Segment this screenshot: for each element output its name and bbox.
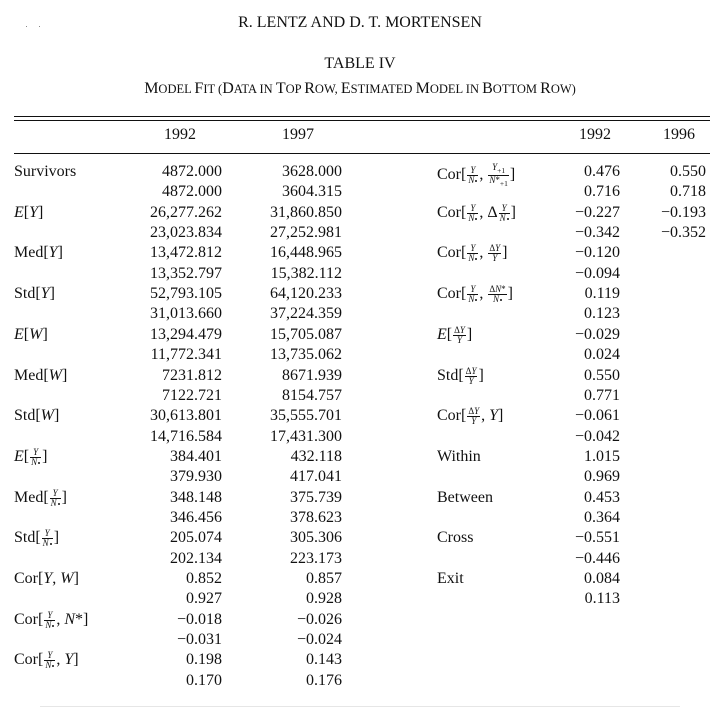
data-value-1997: 15,705.087 — [270, 325, 342, 343]
data-value-1992: −0.018 — [176, 610, 222, 628]
data-value-1997: 3628.000 — [282, 163, 342, 180]
row-label-cor-y-y-y: Cor[ $\frac{\Delta Y}{Y}$ , Y] — [437, 406, 504, 427]
caption-part: B — [482, 80, 493, 97]
model-value-1997: 0.928 — [306, 590, 342, 608]
table-header-rule — [14, 153, 710, 154]
row-label-med-w: Med[W] — [14, 366, 68, 384]
data-value-1992: 52,793.105 — [150, 285, 222, 303]
model-value-1992: 0.123 — [584, 305, 620, 323]
data-value-1992: 0.084 — [584, 570, 620, 587]
model-value-1992: 0.969 — [584, 468, 620, 486]
model-value-1992: 0.771 — [584, 386, 620, 404]
row-label-e-y: E[Y] — [14, 203, 44, 221]
model-value-1992: 13,352.797 — [150, 264, 222, 282]
caption-part: ATA IN — [233, 82, 276, 96]
col-header-right-1: 1992 — [579, 126, 611, 143]
data-value-1992: 0.119 — [584, 285, 620, 303]
caption-part: OP — [285, 82, 305, 96]
data-value-1992: 0.198 — [186, 651, 222, 669]
model-value-1992: 11,772.341 — [150, 346, 222, 364]
data-value-1992: −0.227 — [574, 203, 620, 221]
row-label-std-y-y: Std[ $\frac{\Delta Y}{Y}$ ] — [437, 365, 484, 386]
caption-part: F — [194, 80, 204, 97]
caption-part: D — [222, 80, 234, 97]
data-value-1997: −0.026 — [296, 610, 342, 628]
caption-part: STIMATED — [350, 82, 416, 96]
data-value-1992: 7231.812 — [162, 366, 222, 384]
caption-part: OTTOM — [492, 82, 541, 96]
caption-part: R — [540, 80, 551, 97]
data-value-1992: 26,277.262 — [150, 203, 222, 221]
caption-part: OW) — [550, 82, 576, 96]
row-label-std-y: Std[Y] — [14, 285, 55, 303]
caption-part: OW, — [314, 82, 341, 96]
row-label-within: Within — [437, 447, 481, 465]
model-value-1992: 4872.000 — [162, 183, 222, 201]
caption-part: M — [415, 80, 430, 97]
model-value-1992: −0.342 — [574, 224, 620, 242]
model-value-1992: 23,023.834 — [150, 224, 222, 242]
data-value-1996: −0.193 — [660, 203, 706, 221]
model-value-1997: 37,224.359 — [270, 305, 342, 323]
data-value-1997: 432.118 — [290, 447, 342, 465]
model-value-1992: −0.094 — [574, 264, 620, 282]
col-header-right-2: 1996 — [663, 126, 695, 143]
model-value-1992: 0.364 — [584, 508, 620, 526]
row-label-std-w: Std[W] — [14, 407, 60, 425]
data-value-1992: −0.061 — [574, 407, 620, 425]
data-value-1992: 384.401 — [170, 447, 222, 465]
running-head: R. LENTZ AND D. T. MORTENSEN — [238, 14, 482, 31]
data-value-1992: 13,472.812 — [150, 244, 222, 262]
row-label-cor-y-n-n-n: Cor[ $\frac{Y}{N}$ , $\frac{\Delta N*}{N}$ ] — [437, 284, 513, 305]
data-value-1997: 375.739 — [290, 488, 342, 506]
row-label-cross: Cross — [437, 529, 474, 547]
caption-part: E — [340, 80, 351, 97]
table-label: TABLE IV — [324, 55, 396, 72]
row-label-exit: Exit — [437, 570, 464, 587]
data-value-1992: 0.476 — [584, 163, 620, 180]
table-top-rule-inner — [14, 120, 710, 121]
model-value-1997: −0.024 — [296, 631, 342, 649]
row-label-cor-y-n-n: Cor[ $\frac{Y}{N}$ , N*] — [14, 609, 89, 630]
model-value-1996: 0.718 — [670, 183, 706, 201]
model-value-1992: 7122.721 — [162, 386, 222, 404]
row-label-cor-y-n-y-1-n-1: Cor[ $\frac{Y}{N}$ , $\frac{Y_{+1}}{N*_{+1}}$ ] — [437, 162, 516, 188]
model-value-1992: −0.042 — [574, 427, 620, 445]
model-value-1992: −0.446 — [574, 549, 620, 567]
model-value-1992: 0.716 — [584, 183, 620, 201]
data-value-1992: −0.551 — [574, 529, 620, 547]
row-label-e-w: E[W] — [14, 325, 48, 343]
row-label-cor-y-w: Cor[Y, W] — [14, 570, 79, 587]
data-value-1992: 0.453 — [584, 488, 620, 506]
model-value-1997: 27,252.981 — [270, 224, 342, 242]
caption-part: ODEL IN — [429, 82, 483, 96]
data-value-1996: 0.550 — [670, 163, 706, 180]
row-label-cor-y-n-y-n: Cor[ $\frac{Y}{N}$ , Δ $\frac{Y}{N}$ ] — [437, 202, 516, 223]
row-label-cor-y-n-y: Cor[ $\frac{Y}{N}$ , Y] — [14, 650, 79, 671]
model-value-1997: 223.173 — [290, 549, 342, 567]
data-value-1992: 0.852 — [186, 570, 222, 587]
caption-part: R — [304, 80, 315, 97]
data-value-1997: 0.857 — [306, 570, 342, 587]
data-value-1992: 13,294.479 — [150, 325, 222, 343]
row-label-e-y-n: E[ $\frac{Y}{N}$ ] — [14, 446, 48, 467]
model-value-1992: 0.170 — [186, 671, 222, 689]
data-value-1997: 305.306 — [290, 529, 342, 547]
model-value-1992: −0.031 — [176, 631, 222, 649]
data-value-1997: 31,860.850 — [270, 203, 342, 221]
model-value-1997: 13,735.062 — [270, 346, 342, 364]
caption-part: ODEL — [158, 82, 195, 96]
model-value-1992: 0.927 — [186, 590, 222, 608]
data-value-1992: 348.148 — [170, 488, 222, 506]
col-header-left-2: 1997 — [282, 126, 314, 143]
model-value-1992: 14,716.584 — [150, 427, 222, 445]
model-value-1997: 3604.315 — [282, 183, 342, 201]
row-label-survivors: Survivors — [14, 163, 77, 180]
table-top-rule — [14, 116, 710, 117]
data-value-1992: 1.015 — [584, 447, 620, 465]
row-label-med-y-n: Med[ $\frac{Y}{N}$ ] — [14, 487, 67, 508]
data-value-1997: 64,120.233 — [270, 285, 342, 303]
data-value-1992: 205.074 — [170, 529, 222, 547]
data-value-1992: 0.550 — [584, 366, 620, 384]
model-value-1997: 378.623 — [290, 508, 342, 526]
data-value-1997: 35,555.701 — [270, 407, 342, 425]
model-value-1992: 202.134 — [170, 549, 222, 567]
model-value-1992: 0.113 — [584, 590, 620, 608]
model-value-1992: 379.930 — [170, 468, 222, 486]
data-value-1992: −0.029 — [574, 325, 620, 343]
data-value-1992: −0.120 — [574, 244, 620, 262]
row-label-cor-y-n-y-y: Cor[ $\frac{Y}{N}$ , $\frac{\Delta Y}{Y}$ ] — [437, 243, 508, 264]
table-caption — [0, 80, 720, 98]
model-value-1992: 346.456 — [170, 508, 222, 526]
model-value-1992: 31,013.660 — [150, 305, 222, 323]
data-value-1997: 16,448.965 — [270, 244, 342, 262]
model-value-1997: 15,382.112 — [270, 264, 342, 282]
row-label-med-y: Med[Y] — [14, 244, 63, 262]
data-value-1997: 8671.939 — [282, 366, 342, 384]
data-value-1992: 4872.000 — [162, 163, 222, 180]
table-bottom-rule — [40, 706, 680, 707]
data-value-1997: 0.143 — [306, 651, 342, 669]
data-value-1992: 30,613.801 — [150, 407, 222, 425]
model-value-1997: 0.176 — [306, 671, 342, 689]
model-value-1997: 8154.757 — [282, 386, 342, 404]
row-label-std-y-n: Std[ $\frac{Y}{N}$ ] — [14, 528, 60, 549]
caption-part: T — [275, 80, 286, 97]
caption-part: IT ( — [203, 82, 223, 96]
caption-part: M — [144, 80, 159, 97]
model-value-1992: 0.024 — [584, 346, 620, 364]
row-label-e-y-y: E[ $\frac{\Delta Y}{Y}$ ] — [437, 324, 473, 345]
model-value-1996: −0.352 — [660, 224, 706, 242]
col-header-left-1: 1992 — [164, 126, 196, 143]
row-label-between: Between — [437, 488, 493, 506]
model-value-1997: 17,431.300 — [270, 427, 342, 445]
model-value-1997: 417.041 — [290, 468, 342, 486]
